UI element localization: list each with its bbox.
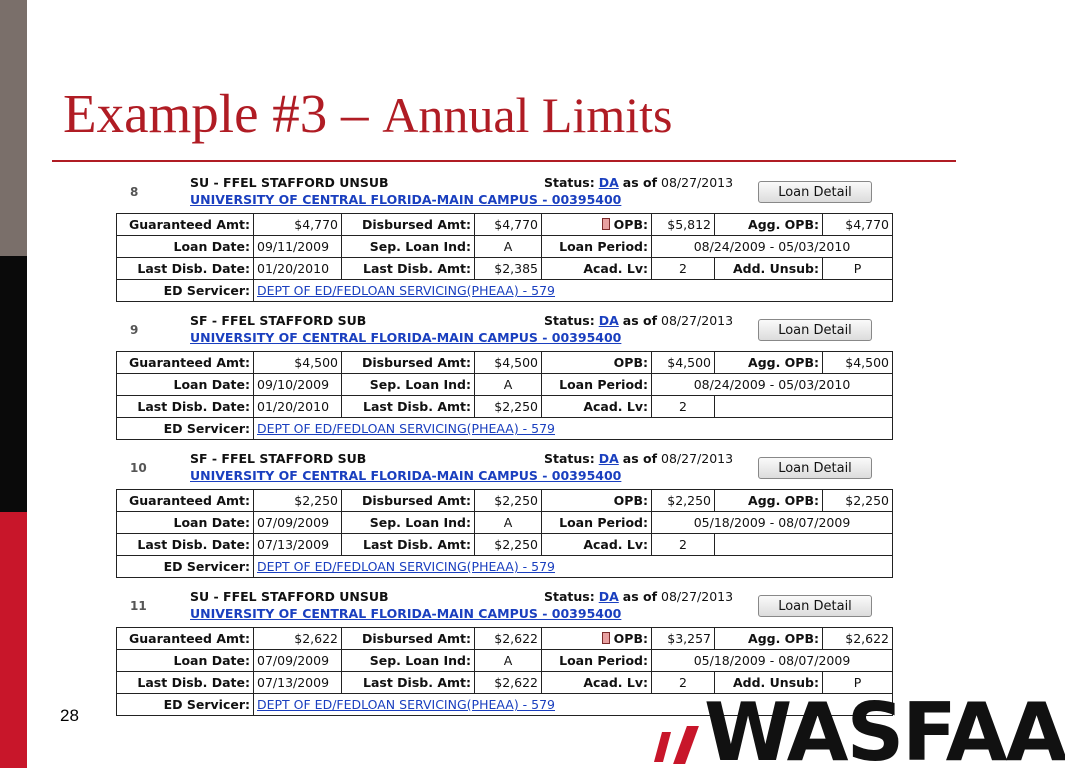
last-disb-amt-value: $2,250 (475, 396, 542, 418)
add-unsub-label: Add. Unsub: (715, 672, 823, 694)
loan-number: 9 (130, 323, 139, 337)
acad-lv-label: Acad. Lv: (542, 534, 652, 556)
table-row (117, 352, 893, 374)
ed-servicer-cell (254, 418, 893, 440)
table-row (117, 418, 893, 440)
add-unsub-value: P (823, 672, 893, 694)
last-disb-date-value: 01/20/2010 (254, 258, 342, 280)
agg-opb-value: $2,622 (823, 628, 893, 650)
guaranteed-amt-value: $4,500 (254, 352, 342, 374)
opb-label: OPB: (542, 628, 652, 650)
disbursed-amt-value: $4,500 (475, 352, 542, 374)
opb-label: OPB: (542, 490, 652, 512)
ed-servicer-link[interactable]: DEPT OF ED/FEDLOAN SERVICING(PHEAA) - 579 (257, 421, 556, 436)
school-link[interactable]: UNIVERSITY OF CENTRAL FLORIDA-MAIN CAMPUS - 00395400 (190, 330, 622, 345)
table-row (117, 374, 893, 396)
sep-loan-ind-value: A (475, 650, 542, 672)
last-disb-amt-value: $2,385 (475, 258, 542, 280)
school-link[interactable]: UNIVERSITY OF CENTRAL FLORIDA-MAIN CAMPUS - 00395400 (190, 606, 622, 621)
loan-period-value: 08/24/2009 - 05/03/2010 (652, 236, 893, 258)
add-unsub-value: P (823, 258, 893, 280)
ed-servicer-link[interactable]: DEPT OF ED/FEDLOAN SERVICING(PHEAA) - 579 (257, 283, 556, 298)
opb-value: $4,500 (652, 352, 715, 374)
loan-date-value: 09/11/2009 (254, 236, 342, 258)
ed-servicer-cell (254, 280, 893, 302)
table-row (117, 556, 893, 578)
ed-servicer-label: ED Servicer: (117, 418, 254, 440)
loan-date-value: 07/09/2009 (254, 512, 342, 534)
last-disb-amt-label: Last Disb. Amt: (342, 396, 475, 418)
last-disb-amt-value: $2,250 (475, 534, 542, 556)
loan-period-value: 05/18/2009 - 08/07/2009 (652, 512, 893, 534)
slide-title (63, 82, 673, 145)
last-disb-date-label: Last Disb. Date: (117, 258, 254, 280)
loan-date-label: Loan Date: (117, 650, 254, 672)
agg-opb-label: Agg. OPB: (715, 214, 823, 236)
ed-servicer-label: ED Servicer: (117, 694, 254, 716)
loan-status: Status: DA as of 08/27/2013 (544, 589, 734, 604)
loan-date-label: Loan Date: (117, 512, 254, 534)
school-link[interactable]: UNIVERSITY OF CENTRAL FLORIDA-MAIN CAMPUS - 00395400 (190, 192, 622, 207)
status-code-link[interactable]: DA (598, 175, 619, 190)
status-code-link[interactable]: DA (598, 451, 619, 466)
loan-table (116, 351, 893, 440)
ed-servicer-label: ED Servicer: (117, 556, 254, 578)
sep-loan-ind-value: A (475, 374, 542, 396)
acad-lv-label: Acad. Lv: (542, 672, 652, 694)
loan-period-label: Loan Period: (542, 374, 652, 396)
side-bar-black (0, 256, 27, 512)
status-code-link[interactable]: DA (598, 589, 619, 604)
acad-lv-label: Acad. Lv: (542, 396, 652, 418)
agg-opb-label: Agg. OPB: (715, 490, 823, 512)
sep-loan-ind-value: A (475, 512, 542, 534)
sep-loan-ind-label: Sep. Loan Ind: (342, 236, 475, 258)
sep-loan-ind-value: A (475, 236, 542, 258)
last-disb-date-label: Last Disb. Date: (117, 534, 254, 556)
add-unsub-label (715, 396, 893, 418)
slide-title-main: Example #3 – (63, 83, 383, 144)
logo-mark-icon (654, 732, 671, 762)
acad-lv-label: Acad. Lv: (542, 258, 652, 280)
table-row (117, 650, 893, 672)
add-unsub-label: Add. Unsub: (715, 258, 823, 280)
wasfaa-logo (650, 686, 1065, 779)
opb-value: $5,812 (652, 214, 715, 236)
page-number: 28 (60, 706, 79, 725)
opb-value: $2,250 (652, 490, 715, 512)
loan-type: SU - FFEL STAFFORD UNSUB (190, 175, 389, 190)
last-disb-date-value: 01/20/2010 (254, 396, 342, 418)
loan-detail-button[interactable]: Loan Detail (758, 595, 872, 617)
guaranteed-amt-value: $4,770 (254, 214, 342, 236)
agg-opb-value: $2,250 (823, 490, 893, 512)
disbursed-amt-value: $4,770 (475, 214, 542, 236)
table-row (117, 236, 893, 258)
table-row (117, 534, 893, 556)
table-row (117, 258, 893, 280)
loan-type: SF - FFEL STAFFORD SUB (190, 451, 367, 466)
logo-wordmark: WASFAA (704, 686, 1065, 779)
last-disb-amt-value: $2,622 (475, 672, 542, 694)
table-row (117, 280, 893, 302)
loan-date-label: Loan Date: (117, 374, 254, 396)
loan-type: SU - FFEL STAFFORD UNSUB (190, 589, 389, 604)
loan-record (116, 451, 892, 589)
disbursed-amt-value: $2,622 (475, 628, 542, 650)
acad-lv-value: 2 (652, 672, 715, 694)
loan-status: Status: DA as of 08/27/2013 (544, 451, 734, 466)
add-unsub-label (715, 534, 893, 556)
disbursed-amt-label: Disbursed Amt: (342, 352, 475, 374)
alert-flag-icon (602, 218, 610, 230)
disbursed-amt-label: Disbursed Amt: (342, 490, 475, 512)
agg-opb-value: $4,500 (823, 352, 893, 374)
table-row (117, 490, 893, 512)
loan-table (116, 213, 893, 302)
loan-period-label: Loan Period: (542, 236, 652, 258)
loan-period-label: Loan Period: (542, 512, 652, 534)
loan-status: Status: DA as of 08/27/2013 (544, 175, 734, 190)
table-row (117, 628, 893, 650)
last-disb-date-value: 07/13/2009 (254, 534, 342, 556)
school-link[interactable]: UNIVERSITY OF CENTRAL FLORIDA-MAIN CAMPUS - 00395400 (190, 468, 622, 483)
loan-record (116, 175, 892, 313)
side-bar-gray (0, 0, 27, 256)
opb-label: OPB: (542, 214, 652, 236)
last-disb-date-label: Last Disb. Date: (117, 672, 254, 694)
loan-detail-button[interactable]: Loan Detail (758, 319, 872, 341)
loan-table (116, 489, 893, 578)
guaranteed-amt-label: Guaranteed Amt: (117, 352, 254, 374)
last-disb-date-label: Last Disb. Date: (117, 396, 254, 418)
table-row (117, 214, 893, 236)
sep-loan-ind-label: Sep. Loan Ind: (342, 650, 475, 672)
acad-lv-value: 2 (652, 534, 715, 556)
disbursed-amt-label: Disbursed Amt: (342, 214, 475, 236)
sep-loan-ind-label: Sep. Loan Ind: (342, 374, 475, 396)
loan-period-value: 05/18/2009 - 08/07/2009 (652, 650, 893, 672)
guaranteed-amt-value: $2,622 (254, 628, 342, 650)
alert-flag-icon (602, 632, 610, 644)
loan-detail-button[interactable]: Loan Detail (758, 181, 872, 203)
sep-loan-ind-label: Sep. Loan Ind: (342, 512, 475, 534)
loan-number: 10 (130, 461, 147, 475)
guaranteed-amt-label: Guaranteed Amt: (117, 214, 254, 236)
title-divider (52, 160, 956, 162)
last-disb-amt-label: Last Disb. Amt: (342, 258, 475, 280)
guaranteed-amt-label: Guaranteed Amt: (117, 490, 254, 512)
loan-date-value: 09/10/2009 (254, 374, 342, 396)
loan-number: 8 (130, 185, 139, 199)
agg-opb-value: $4,770 (823, 214, 893, 236)
loan-period-value: 08/24/2009 - 05/03/2010 (652, 374, 893, 396)
loan-date-value: 07/09/2009 (254, 650, 342, 672)
loan-type: SF - FFEL STAFFORD SUB (190, 313, 367, 328)
loan-status: Status: DA as of 08/27/2013 (544, 313, 734, 328)
last-disb-amt-label: Last Disb. Amt: (342, 672, 475, 694)
status-code-link[interactable]: DA (598, 313, 619, 328)
table-row (117, 396, 893, 418)
loan-number: 11 (130, 599, 147, 613)
opb-value: $3,257 (652, 628, 715, 650)
acad-lv-value: 2 (652, 396, 715, 418)
loan-date-label: Loan Date: (117, 236, 254, 258)
ed-servicer-link[interactable]: DEPT OF ED/FEDLOAN SERVICING(PHEAA) - 579 (257, 697, 556, 712)
disbursed-amt-label: Disbursed Amt: (342, 628, 475, 650)
ed-servicer-cell (254, 556, 893, 578)
guaranteed-amt-label: Guaranteed Amt: (117, 628, 254, 650)
agg-opb-label: Agg. OPB: (715, 628, 823, 650)
disbursed-amt-value: $2,250 (475, 490, 542, 512)
logo-mark-icon (673, 726, 699, 764)
loan-period-label: Loan Period: (542, 650, 652, 672)
acad-lv-value: 2 (652, 258, 715, 280)
last-disb-amt-label: Last Disb. Amt: (342, 534, 475, 556)
opb-label: OPB: (542, 352, 652, 374)
ed-servicer-label: ED Servicer: (117, 280, 254, 302)
agg-opb-label: Agg. OPB: (715, 352, 823, 374)
side-bar-red (0, 512, 27, 768)
loan-record (116, 313, 892, 451)
table-row (117, 512, 893, 534)
loan-detail-button[interactable]: Loan Detail (758, 457, 872, 479)
guaranteed-amt-value: $2,250 (254, 490, 342, 512)
slide-title-sub: Annual Limits (382, 87, 673, 143)
last-disb-date-value: 07/13/2009 (254, 672, 342, 694)
ed-servicer-link[interactable]: DEPT OF ED/FEDLOAN SERVICING(PHEAA) - 579 (257, 559, 556, 574)
